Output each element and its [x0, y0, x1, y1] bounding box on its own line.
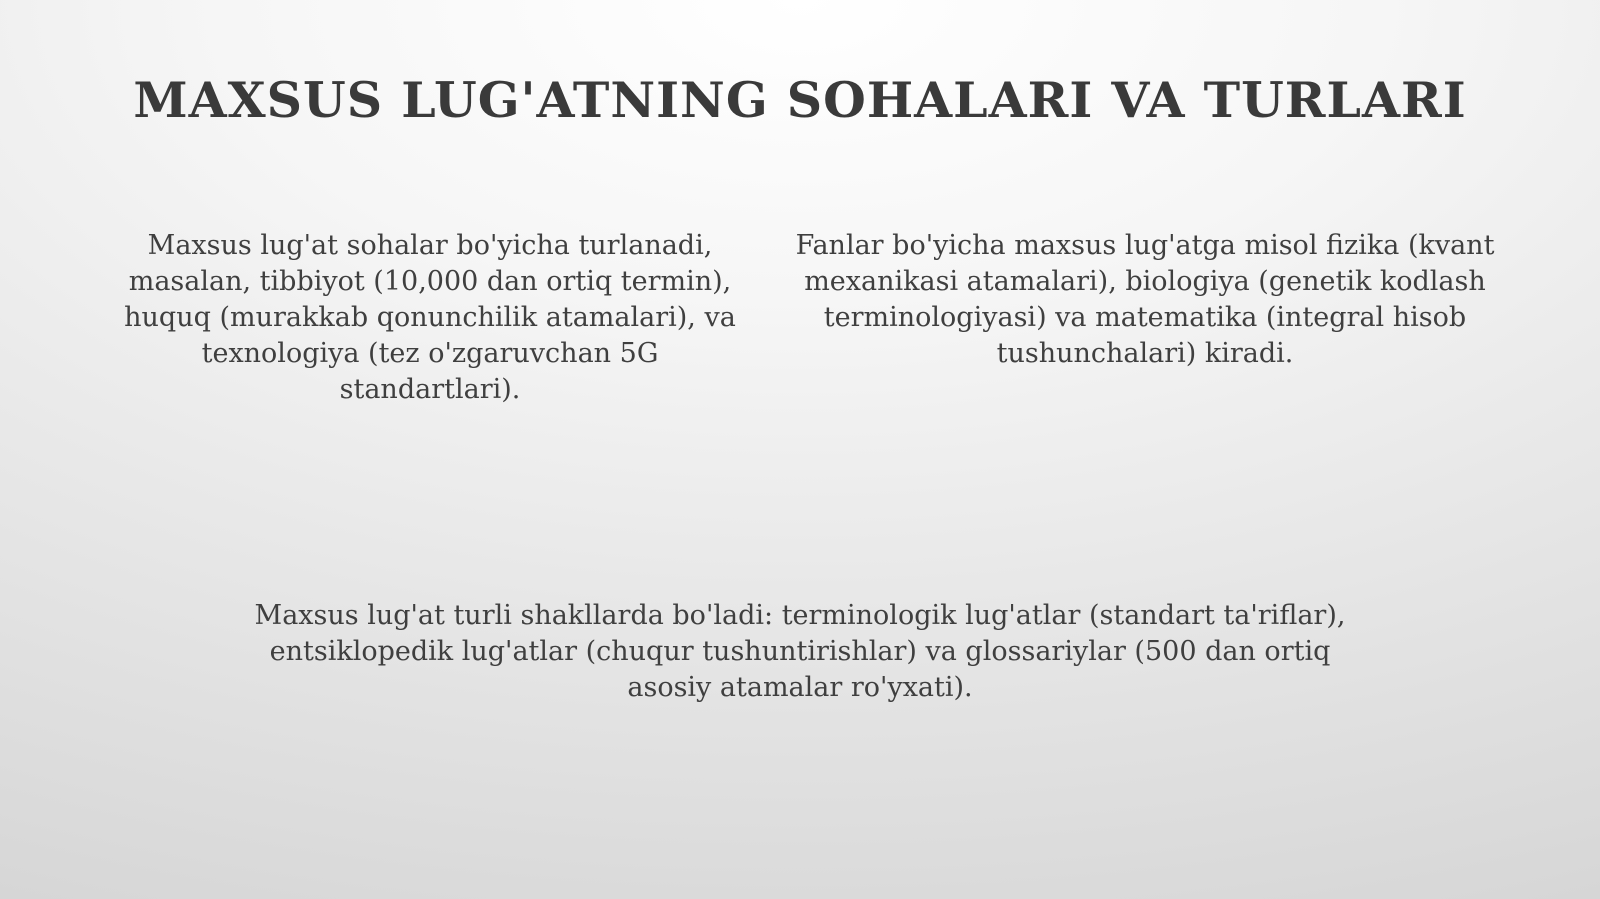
right-text-block: Fanlar bo'yicha maxsus lug'atga misol fizika (kvant mexanikasi atamalari), biologiya (genetik kodlash terminologiyasi) va matematika (integral hisob tushunchalari) kiradi.: [795, 230, 1495, 369]
slide-title: MAXSUS LUG'ATNING SOHALARI VA TURLARI: [133, 71, 1467, 129]
bottom-text-block: Maxsus lug'at turli shakllarda bo'ladi: terminologik lug'atlar (standart ta'riflar), entsiklopedik lug'atlar (chuqur tushuntirishlar) va glossariylar (500 dan ortiq asosiy atamalar ro'yxati).: [254, 600, 1346, 703]
left-text-block: Maxsus lug'at sohalar bo'yicha turlanadi, masalan, tibbiyot (10,000 dan ortiq termin), huquq (murakkab qonunchilik atamalari), va texnologiya (tez o'zgaruvchan 5G standartlari).: [124, 230, 736, 405]
